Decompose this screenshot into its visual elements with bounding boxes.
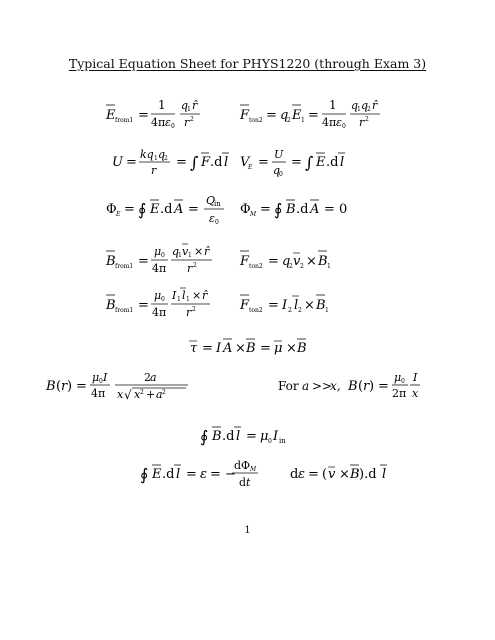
svg-text:∫: ∫ <box>305 153 314 172</box>
svg-text:I: I <box>273 429 279 444</box>
math-svg <box>236 238 346 282</box>
svg-text:=: = <box>124 202 135 217</box>
page-number: 1 <box>244 525 251 536</box>
svg-text:0: 0 <box>215 219 219 226</box>
svg-text:.d: .d <box>160 202 173 217</box>
svg-text:r̂: r̂ <box>202 289 208 302</box>
svg-text:+: + <box>146 388 156 401</box>
equation-B-finite-wire <box>42 364 212 412</box>
svg-text:×: × <box>235 341 246 356</box>
svg-text:×: × <box>339 467 350 482</box>
svg-text:r: r <box>61 379 68 394</box>
svg-text:τ: τ <box>190 341 198 356</box>
svg-text:μ: μ <box>394 371 402 384</box>
math-svg <box>102 238 232 282</box>
svg-text:F: F <box>240 254 250 269</box>
svg-text:= −: = − <box>210 467 236 482</box>
svg-text:= 0: = 0 <box>324 202 348 217</box>
svg-text:2π: 2π <box>392 387 407 400</box>
svg-text:2: 2 <box>367 106 371 113</box>
svg-text:1: 1 <box>154 155 158 162</box>
svg-text:√: √ <box>124 388 132 402</box>
svg-text:=: = <box>138 298 149 313</box>
svg-text:2: 2 <box>298 307 302 314</box>
svg-text:V: V <box>240 155 250 170</box>
svg-text:B: B <box>318 254 328 269</box>
equation-faraday-law <box>136 452 276 500</box>
svg-text:F: F <box>240 108 250 123</box>
svg-text:q: q <box>172 245 180 258</box>
svg-text:q: q <box>282 254 291 269</box>
svg-text:=: = <box>186 467 197 482</box>
svg-text:U: U <box>274 148 284 161</box>
svg-text:1: 1 <box>329 98 337 112</box>
svg-text:=: = <box>138 254 149 269</box>
svg-text:v: v <box>328 467 336 482</box>
svg-text:l: l <box>236 429 241 444</box>
svg-text:from1: from1 <box>115 117 134 124</box>
svg-text:=: = <box>76 379 87 394</box>
svg-text:∮: ∮ <box>140 465 149 484</box>
svg-text:Φ: Φ <box>106 202 117 217</box>
svg-text:2: 2 <box>287 117 291 124</box>
equation-electric-potential <box>236 142 356 186</box>
svg-text:=: = <box>258 155 269 170</box>
equation-B-infinite-wire <box>274 364 444 412</box>
svg-text:=: = <box>246 429 257 444</box>
svg-text:1: 1 <box>186 296 190 303</box>
svg-text:d: d <box>290 467 299 482</box>
svg-text:∮: ∮ <box>200 427 209 446</box>
math-svg <box>186 330 336 364</box>
svg-text:l: l <box>340 155 345 170</box>
svg-text:E: E <box>150 202 160 217</box>
math-svg <box>286 452 406 496</box>
math-svg <box>236 92 386 136</box>
svg-text:=: = <box>260 202 271 217</box>
svg-text:×: × <box>194 245 204 258</box>
svg-text:B: B <box>316 298 326 313</box>
svg-text:=: = <box>176 155 187 170</box>
svg-text:=: = <box>138 108 149 123</box>
svg-text:0: 0 <box>268 438 272 445</box>
svg-text:=: = <box>188 202 199 217</box>
svg-text:I: I <box>413 371 418 384</box>
svg-text:1: 1 <box>357 106 361 113</box>
svg-text:r̂: r̂ <box>192 99 198 112</box>
svg-text:a: a <box>150 371 157 384</box>
math-svg <box>236 142 356 182</box>
svg-text:in: in <box>214 200 221 208</box>
svg-text:q: q <box>361 99 369 112</box>
svg-text:0: 0 <box>99 378 103 385</box>
svg-text:1: 1 <box>327 263 331 270</box>
svg-text:=: = <box>268 254 279 269</box>
equation-gauss-law <box>102 186 252 234</box>
svg-text:0: 0 <box>161 252 165 259</box>
svg-text:B: B <box>106 298 116 313</box>
svg-text:F: F <box>201 155 211 170</box>
svg-text:For: For <box>278 379 299 393</box>
svg-text:ton2: ton2 <box>249 263 263 270</box>
equation-torque <box>186 330 336 368</box>
svg-text:I: I <box>103 371 108 384</box>
svg-text:4π: 4π <box>91 387 106 400</box>
svg-text:1: 1 <box>325 307 329 314</box>
math-svg <box>102 92 222 136</box>
svg-text:×: × <box>286 341 297 356</box>
svg-text:Q: Q <box>206 194 216 207</box>
svg-text:F: F <box>240 298 250 313</box>
svg-text:B: B <box>297 341 307 356</box>
svg-text:4π: 4π <box>151 116 166 129</box>
svg-text:from1: from1 <box>115 263 134 270</box>
equation-force-on-current <box>236 282 346 330</box>
svg-text:×: × <box>192 289 202 302</box>
svg-text:M: M <box>250 211 257 218</box>
svg-text:1: 1 <box>178 252 182 259</box>
svg-text:B: B <box>106 254 116 269</box>
svg-text:in: in <box>279 437 286 445</box>
math-svg <box>102 186 252 230</box>
svg-text:dΦ: dΦ <box>234 459 251 472</box>
svg-text:l: l <box>182 289 186 302</box>
svg-text:∮: ∮ <box>274 200 283 219</box>
svg-text:2: 2 <box>193 262 197 269</box>
svg-text:μ: μ <box>274 341 283 356</box>
svg-text:(: ( <box>56 379 62 394</box>
svg-text:=: = <box>291 155 302 170</box>
svg-text:=: = <box>126 155 137 170</box>
svg-text:B: B <box>246 341 256 356</box>
svg-text:a: a <box>302 379 310 393</box>
svg-text:r̂: r̂ <box>372 99 378 112</box>
svg-text:B: B <box>46 379 56 394</box>
svg-text:B: B <box>286 202 296 217</box>
svg-text:v: v <box>182 245 189 258</box>
equation-B-moving-charge <box>102 238 232 286</box>
svg-text:a: a <box>156 388 163 401</box>
svg-text:l: l <box>176 467 181 482</box>
svg-text:∫: ∫ <box>190 153 199 172</box>
svg-text:(: ( <box>358 379 364 394</box>
svg-text:l: l <box>294 298 299 313</box>
svg-text:0: 0 <box>171 123 175 130</box>
svg-text:1: 1 <box>301 117 305 124</box>
svg-text:=: = <box>260 341 271 356</box>
svg-text:I: I <box>282 298 288 313</box>
page-title: Typical Equation Sheet for PHYS1220 (through Exam 3) <box>68 56 427 71</box>
math-svg <box>196 418 316 454</box>
svg-text:.d: .d <box>162 467 175 482</box>
svg-text:2: 2 <box>140 389 144 396</box>
svg-text:ε: ε <box>200 467 207 482</box>
svg-text:x: x <box>117 388 124 401</box>
svg-text:μ: μ <box>260 429 269 444</box>
equation-lorentz-force <box>236 238 346 286</box>
svg-text:): ) <box>369 379 375 394</box>
svg-text:E: E <box>292 108 302 123</box>
svg-text:v: v <box>293 254 301 269</box>
svg-text:.d: .d <box>210 155 223 170</box>
svg-text:2: 2 <box>164 155 168 162</box>
svg-text:A: A <box>310 202 320 217</box>
svg-text:).d: ).d <box>359 467 377 482</box>
svg-text:I: I <box>172 289 177 302</box>
equation-E-field-point-charge <box>102 92 222 140</box>
equation-magnetic-flux <box>236 186 366 234</box>
equation-coulomb-force <box>236 92 386 140</box>
svg-text:kq: kq <box>140 148 154 161</box>
svg-text:=: = <box>266 108 277 123</box>
svg-text:U: U <box>112 155 123 170</box>
svg-text:1: 1 <box>177 296 181 303</box>
svg-text:E: E <box>116 211 121 218</box>
svg-text:2: 2 <box>365 116 369 123</box>
svg-text:r: r <box>186 306 192 319</box>
svg-text:×: × <box>304 298 315 313</box>
svg-text:0: 0 <box>279 171 283 178</box>
math-svg <box>274 364 444 408</box>
svg-text:=: = <box>308 108 319 123</box>
svg-text:.d: .d <box>296 202 309 217</box>
equation-potential-energy <box>108 142 248 186</box>
svg-text:A: A <box>223 341 233 356</box>
svg-text:2: 2 <box>144 371 151 384</box>
svg-text:ε: ε <box>298 467 305 482</box>
svg-text:∮: ∮ <box>138 200 147 219</box>
svg-text:E: E <box>152 467 162 482</box>
svg-text:r: r <box>151 164 157 177</box>
math-svg <box>136 452 276 496</box>
svg-text:4π: 4π <box>152 262 167 275</box>
svg-text:q: q <box>273 164 281 177</box>
svg-text:r: r <box>184 116 190 129</box>
svg-text:d: d <box>239 476 247 489</box>
svg-text:2: 2 <box>288 307 292 314</box>
svg-text:E: E <box>316 155 326 170</box>
svg-text:.d: .d <box>326 155 339 170</box>
svg-text:A: A <box>174 202 184 217</box>
svg-text:): ) <box>67 379 73 394</box>
svg-text:ε: ε <box>165 116 171 129</box>
svg-text:from1: from1 <box>115 307 134 314</box>
svg-text:1: 1 <box>187 106 191 113</box>
equation-biot-savart <box>102 282 232 330</box>
svg-text:=: = <box>308 467 319 482</box>
svg-text:2: 2 <box>162 389 166 396</box>
math-svg <box>236 282 346 326</box>
svg-text:μ: μ <box>154 245 162 258</box>
svg-text:=: = <box>268 298 279 313</box>
svg-text:4π: 4π <box>322 116 337 129</box>
math-svg <box>236 186 366 230</box>
svg-text:B: B <box>348 379 358 394</box>
svg-text:4π: 4π <box>152 306 167 319</box>
svg-text:Φ: Φ <box>240 202 251 217</box>
svg-text:ton2: ton2 <box>249 307 263 314</box>
svg-text:l: l <box>224 155 229 170</box>
svg-text:t: t <box>246 476 251 489</box>
svg-text:0: 0 <box>342 123 346 130</box>
svg-text:1: 1 <box>158 98 166 112</box>
svg-text:q: q <box>181 99 189 112</box>
svg-text:B: B <box>212 429 222 444</box>
math-svg <box>102 282 232 326</box>
svg-text:2: 2 <box>192 306 196 313</box>
svg-text:2: 2 <box>289 263 293 270</box>
svg-text:q: q <box>158 148 166 161</box>
svg-text:>>: >> <box>312 379 333 393</box>
svg-text:μ: μ <box>154 289 162 302</box>
svg-text:2: 2 <box>190 116 194 123</box>
svg-text:r: r <box>363 379 370 394</box>
svg-text:0: 0 <box>161 296 165 303</box>
svg-text:E: E <box>248 164 253 171</box>
math-svg <box>108 142 248 182</box>
math-svg <box>42 364 212 408</box>
svg-text:=: = <box>202 341 213 356</box>
svg-text:x,: x, <box>330 379 341 393</box>
svg-text:r: r <box>359 116 365 129</box>
svg-text:0: 0 <box>401 378 405 385</box>
svg-text:l: l <box>382 467 387 482</box>
svg-text:ton2: ton2 <box>249 117 263 124</box>
svg-text:ε: ε <box>209 212 215 225</box>
svg-text:.d: .d <box>222 429 235 444</box>
svg-text:r̂: r̂ <box>204 245 210 258</box>
svg-text:M: M <box>250 466 257 473</box>
equation-motional-emf <box>286 452 406 500</box>
svg-text:q: q <box>351 99 359 112</box>
svg-text:x: x <box>412 387 419 400</box>
svg-text:(: ( <box>322 467 328 482</box>
svg-text:×: × <box>306 254 317 269</box>
svg-text:=: = <box>378 379 389 394</box>
svg-text:q: q <box>280 108 289 123</box>
svg-text:1: 1 <box>188 252 192 259</box>
svg-text:ε: ε <box>336 116 342 129</box>
svg-text:I: I <box>216 341 222 356</box>
svg-text:B: B <box>350 467 360 482</box>
svg-text:r: r <box>187 262 193 275</box>
svg-text:x: x <box>134 388 141 401</box>
svg-text:E: E <box>106 108 116 123</box>
svg-text:2: 2 <box>300 263 304 270</box>
svg-text:μ: μ <box>92 371 100 384</box>
